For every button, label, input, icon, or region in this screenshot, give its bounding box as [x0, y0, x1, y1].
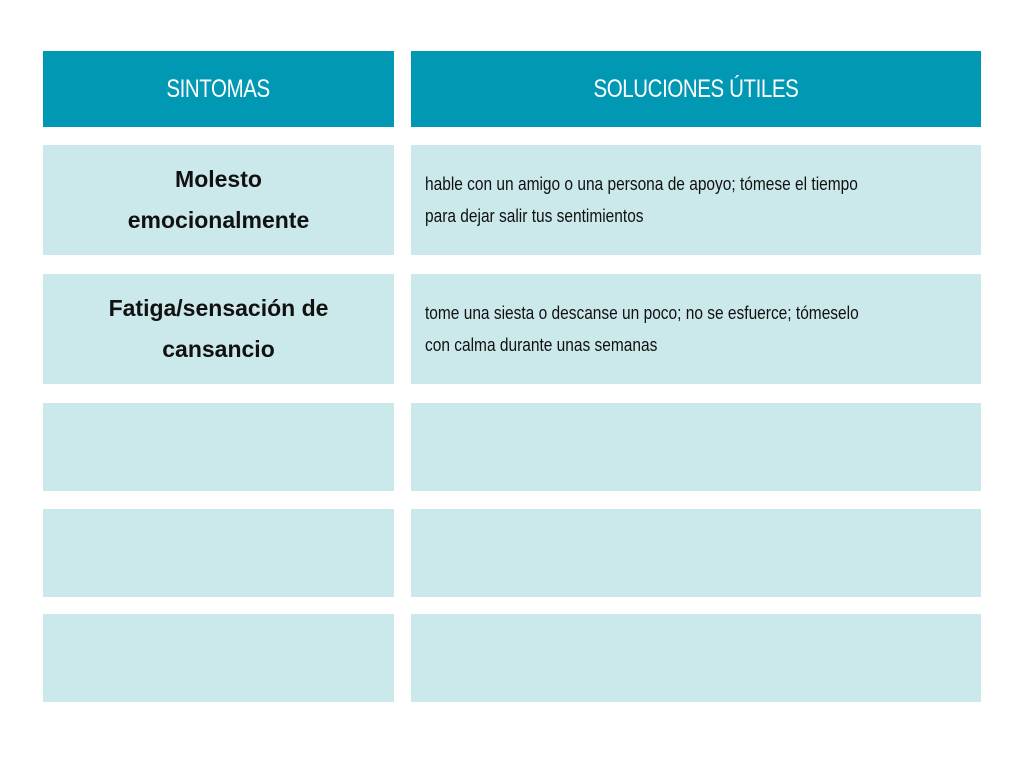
symptom-cell	[43, 274, 394, 384]
header-solutions-label: SOLUCIONES ÚTILES	[593, 74, 799, 103]
symptom-text: Fatiga/sensación de cansancio	[108, 295, 329, 362]
solution-cell	[411, 145, 981, 255]
symptom-cell	[43, 509, 394, 597]
solution-cell	[411, 274, 981, 384]
solution-cell	[411, 509, 981, 597]
symptom-cell	[43, 403, 394, 491]
symptom-cell	[43, 145, 394, 255]
symptom-text: Molesto emocionalmente	[127, 166, 310, 233]
header-solutions	[411, 51, 981, 127]
solution-cell	[411, 614, 981, 702]
solution-text: hable con un amigo o una persona de apoyo; tómese el tiempo para dejar salir tus sentimientos	[425, 174, 858, 226]
solution-cell	[411, 403, 981, 491]
header-symptoms-label: SINTOMAS	[166, 74, 271, 103]
solution-text: tome una siesta o descanse un poco; no se esfuerce; tómeselo con calma durante unas semanas	[425, 303, 859, 355]
header-symptoms	[43, 51, 394, 127]
symptom-cell	[43, 614, 394, 702]
